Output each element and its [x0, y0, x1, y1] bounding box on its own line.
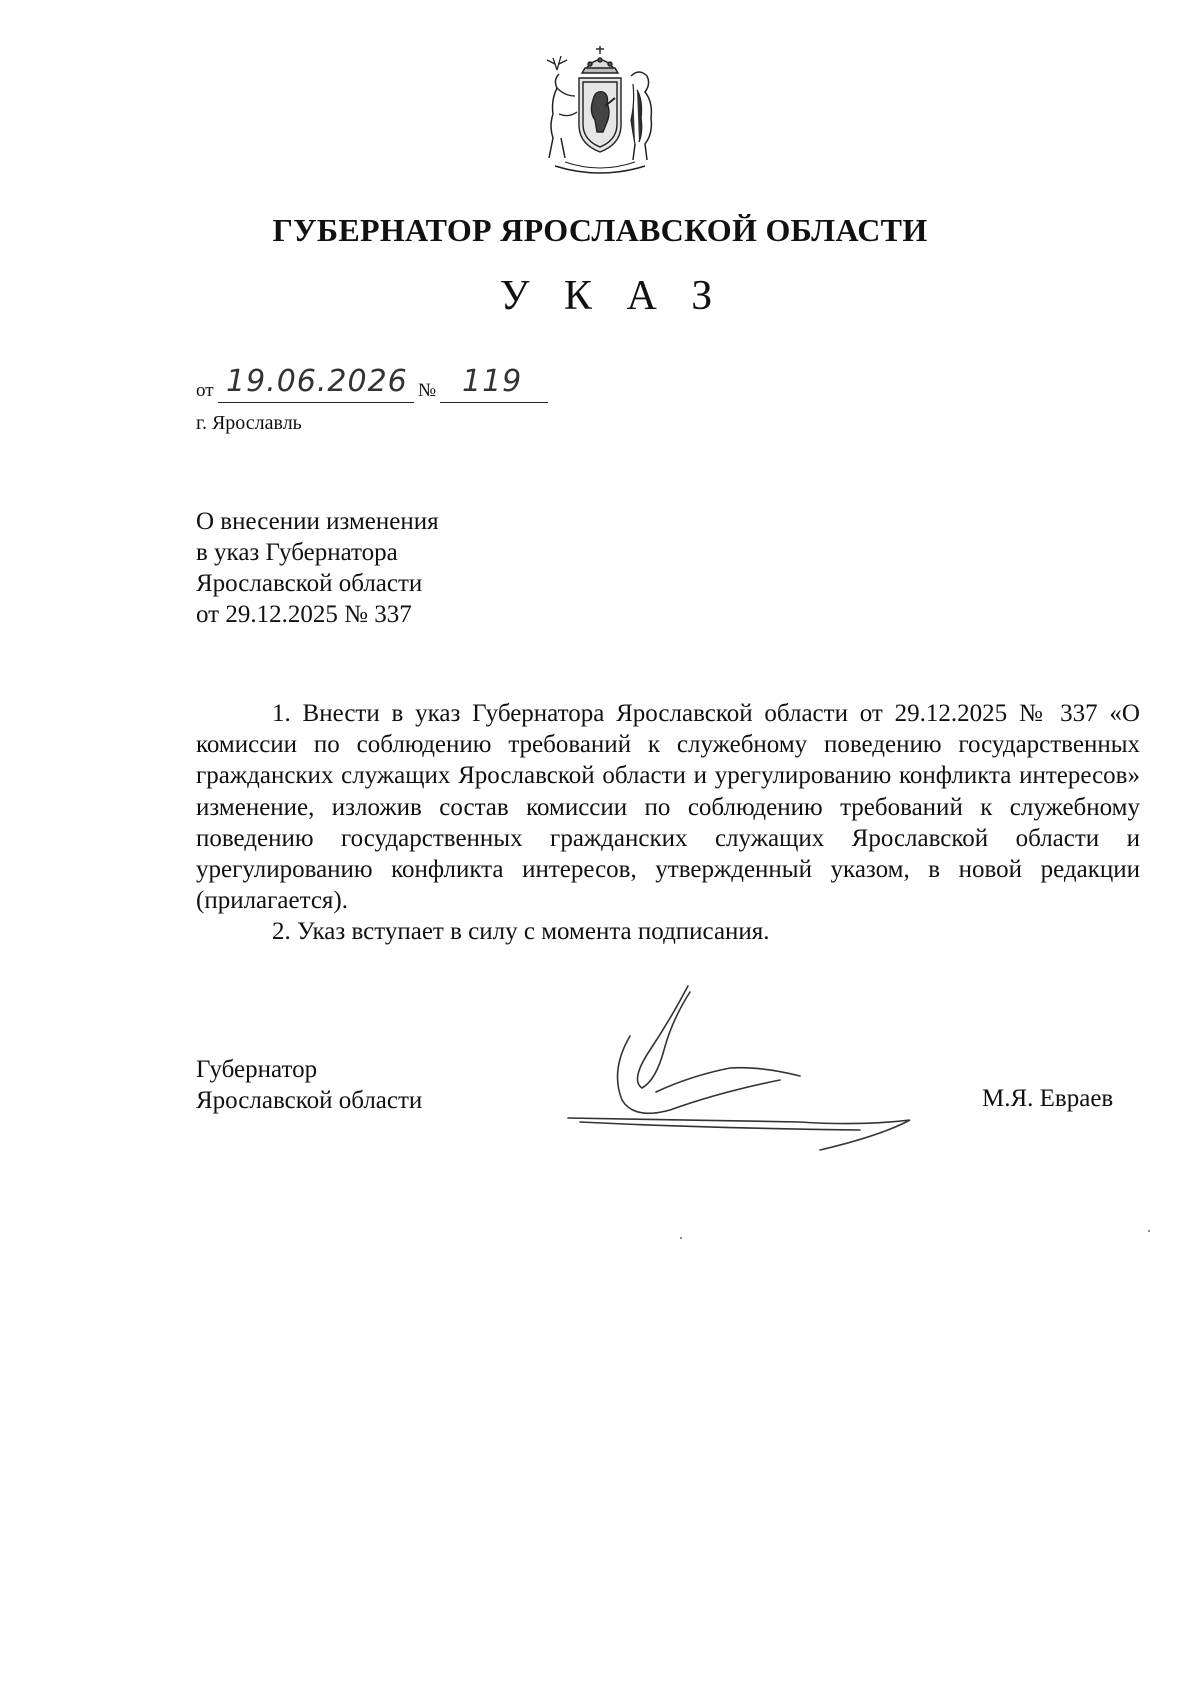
signatory-title-line: Губернатор [196, 1056, 318, 1083]
city-label: г. Ярославль [196, 412, 302, 434]
body-paragraph-2: 2. Указ вступает в силу с момента подписания. [272, 918, 770, 946]
signatory-name: М.Я. Евраев [982, 1085, 1114, 1112]
scan-speck [1148, 1230, 1150, 1232]
document-type-title: У К А З [499, 273, 725, 319]
document-subject [196, 506, 439, 630]
date-prefix: от [196, 380, 214, 401]
signatory-title-line: Ярославской области [196, 1087, 423, 1114]
authority-heading: ГУБЕРНАТОР ЯРОСЛАВСКОЙ ОБЛАСТИ [272, 212, 928, 248]
scan-speck [680, 1237, 682, 1239]
date-underline [218, 402, 414, 403]
date-value: 19.06.2026 [226, 364, 408, 399]
yaroslavl-coat-of-arms-icon [535, 40, 665, 190]
handwritten-signature-icon [560, 980, 940, 1170]
subject-line: от 29.12.2025 № 337 [196, 601, 412, 628]
date-number-line [196, 360, 556, 410]
body-paragraph-1: 1. Внести в указ Губернатора Ярославской области от 29.12.2025 № 337 «О комиссии по соблюдению требований к служебному поведению государственных гражданских служащих Ярославской области и урегулированию конфликта интересов» изменение, изложив состав комиссии по соблюдению требований к служебному поведению государственных гражданских служащих Ярославской области и урегулированию конфликта интересов, утвержденный указом, в новой редакции (прилагается). [196, 700, 1140, 915]
number-prefix: № [418, 380, 437, 401]
subject-line: в указ Губернатора [196, 539, 398, 566]
subject-line: О внесении изменения [196, 508, 439, 535]
signatory-title [196, 1054, 422, 1116]
number-value: 119 [462, 364, 523, 399]
number-underline [440, 402, 548, 403]
subject-line: Ярославской области [196, 570, 423, 597]
document-body [196, 698, 1140, 948]
